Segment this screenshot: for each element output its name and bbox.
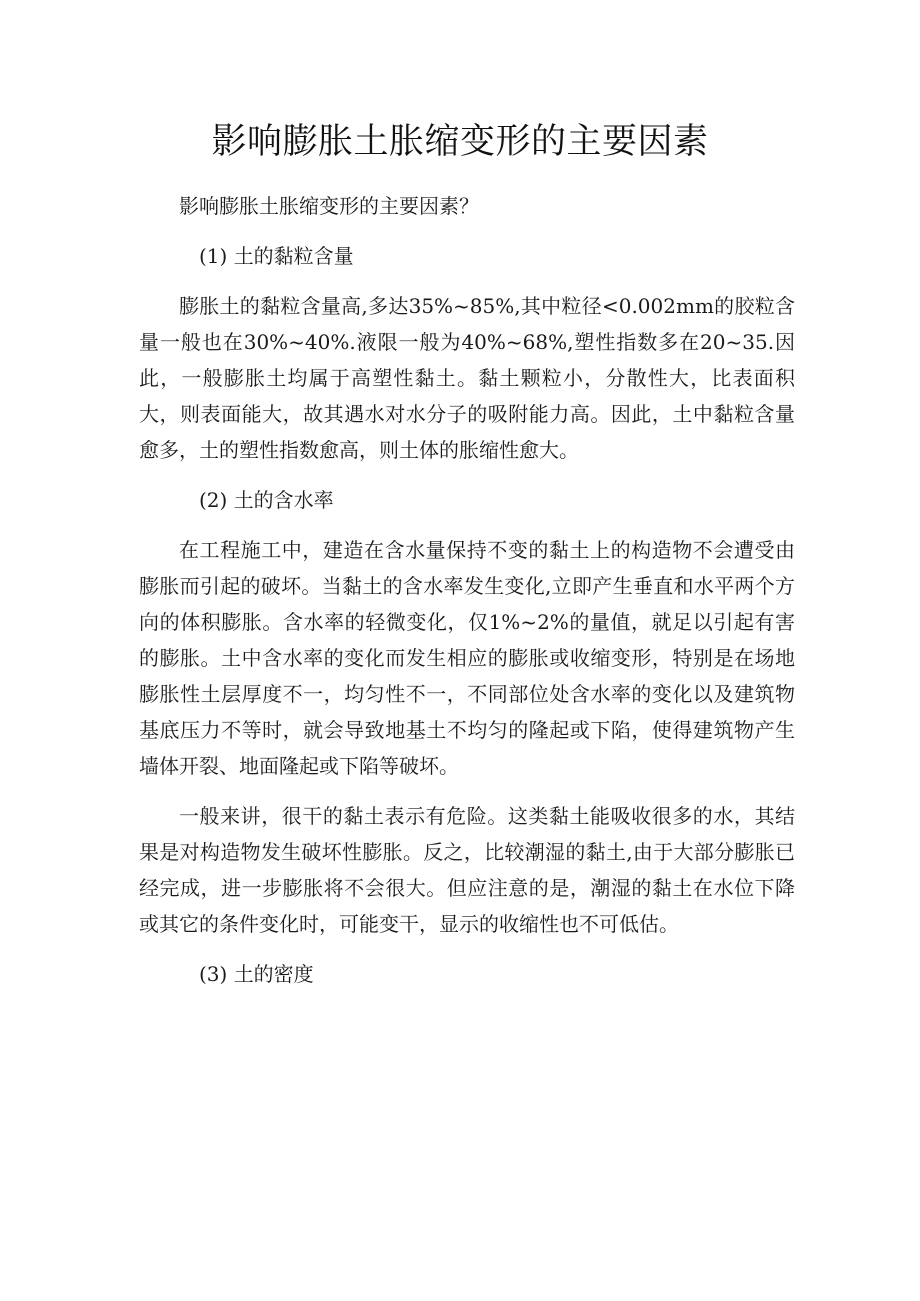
section-heading-clay-content: (1) 土的黏粒含量: [199, 244, 354, 268]
document-body: [139, 188, 795, 1006]
section-heading-water-content: (2) 土的含水率: [199, 488, 334, 512]
intro-question: 影响膨胀土胀缩变形的主要因素？: [179, 194, 479, 218]
section-heading-soil-density: (3) 土的密度: [199, 962, 314, 986]
paragraph-water-content: 在工程施工中，建造在含水量保持不变的黏土上的构造物不会遭受由膨胀而引起的破坏。当黏土的含水率发生变化,立即产生垂直和水平两个方向的体积膨胀。含水率的轻微变化，仅1%~2%的量值，就足以引起有害的膨胀。土中含水率的变化而发生相应的膨胀或收缩变形，特别是在场地膨胀性土层厚度不一，均匀性不一，不同部位处含水率的变化以及建筑物基底压力不等时，就会导致地基土不均匀的隆起或下陷，使得建筑物产生墙体开裂、地面隆起或下陷等破坏。: [139, 538, 795, 778]
document-title: 影响膨胀土胀缩变形的主要因素: [211, 122, 709, 162]
paragraph-dry-clay-danger: 一般来讲，很干的黏土表示有危险。这类黏土能吸收很多的水，其结果是对构造物发生破坏性膨胀。反之，比较潮湿的黏土,由于大部分膨胀已经完成，进一步膨胀将不会很大。但应注意的是，潮湿的黏土在水位下降或其它的条件变化时，可能变干，显示的收缩性也不可低估。: [139, 804, 795, 936]
paragraph-clay-content: 膨胀土的黏粒含量高,多达35%~85%,其中粒径<0.002mm的胶粒含量一般也在30%~40%.液限一般为40%~68%,塑性指数多在20~35.因此，一般膨胀土均属于高塑性黏土。黏土颗粒小，分散性大，比表面积大，则表面能大，故其遇水对水分子的吸附能力高。因此，土中黏粒含量愈多，土的塑性指数愈高，则土体的胀缩性愈大。: [139, 294, 795, 462]
